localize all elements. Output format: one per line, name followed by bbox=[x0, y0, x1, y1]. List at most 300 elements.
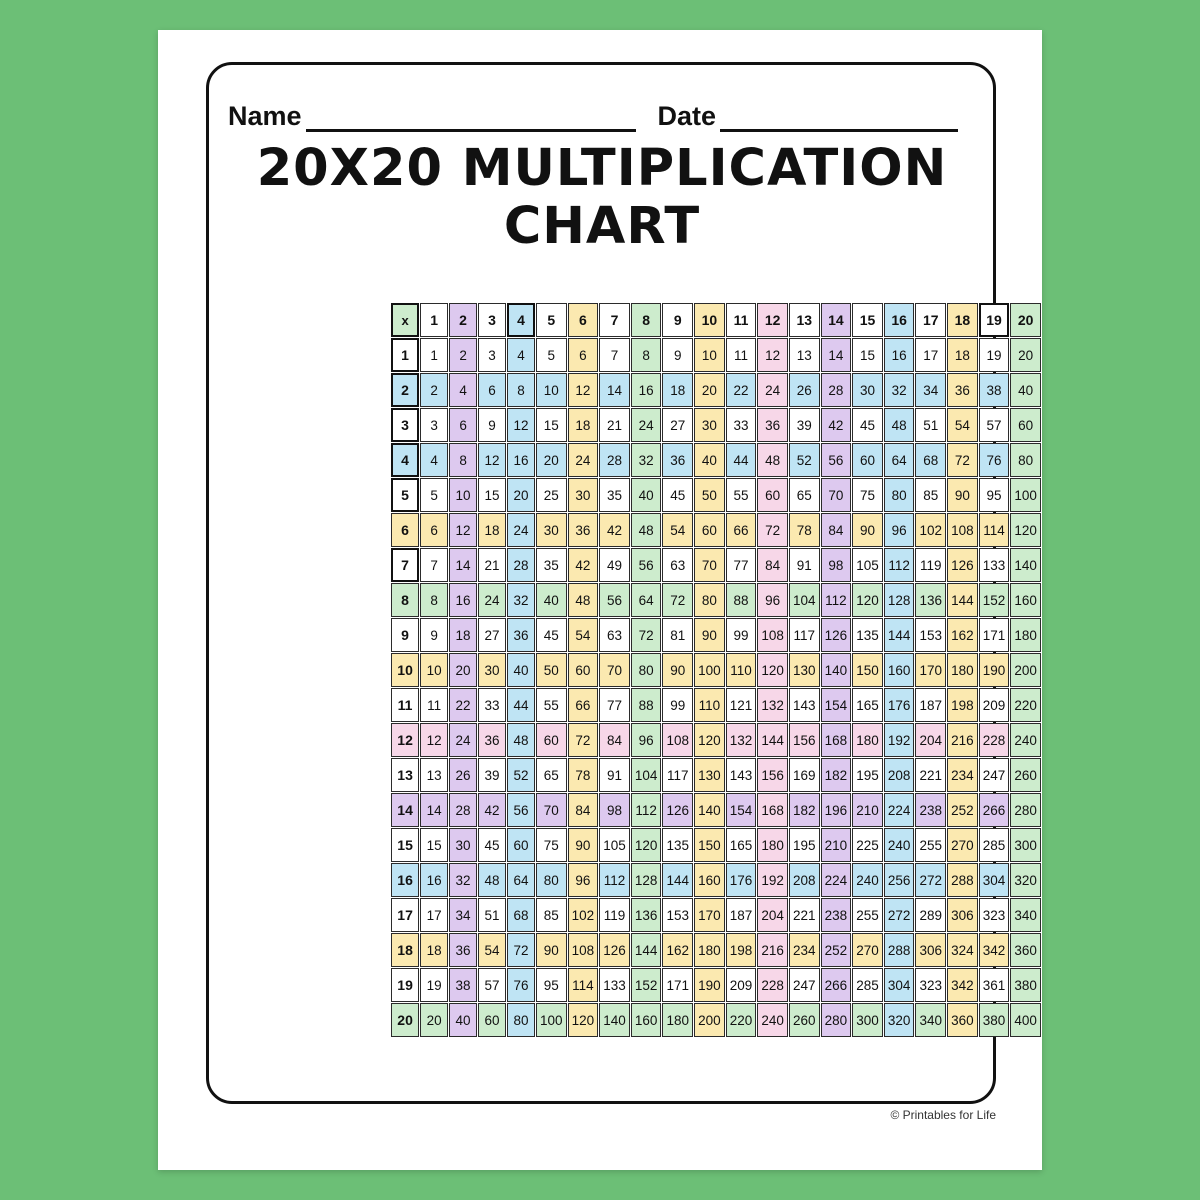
cell-5x14: 70 bbox=[821, 478, 852, 512]
multiplication-grid bbox=[390, 302, 1042, 1038]
cell-9x3: 27 bbox=[478, 618, 506, 652]
cell-7x12: 84 bbox=[757, 548, 788, 582]
cell-18x4: 72 bbox=[507, 933, 535, 967]
row-header-5: 5 bbox=[391, 478, 419, 512]
cell-20x14: 280 bbox=[821, 1003, 852, 1037]
cell-12x4: 48 bbox=[507, 723, 535, 757]
cell-12x19: 228 bbox=[979, 723, 1010, 757]
cell-8x16: 128 bbox=[884, 583, 915, 617]
cell-10x11: 110 bbox=[726, 653, 757, 687]
table-row bbox=[391, 688, 1041, 722]
row-header-11: 11 bbox=[391, 688, 419, 722]
cell-15x15: 225 bbox=[852, 828, 883, 862]
worksheet-page bbox=[158, 30, 1042, 1170]
cell-18x8: 144 bbox=[631, 933, 662, 967]
cell-11x1: 11 bbox=[420, 688, 448, 722]
cell-5x7: 35 bbox=[599, 478, 630, 512]
cell-19x15: 285 bbox=[852, 968, 883, 1002]
cell-8x9: 72 bbox=[662, 583, 693, 617]
cell-13x6: 78 bbox=[568, 758, 599, 792]
cell-2x17: 34 bbox=[915, 373, 946, 407]
column-header-13: 13 bbox=[789, 303, 820, 337]
cell-3x9: 27 bbox=[662, 408, 693, 442]
cell-15x7: 105 bbox=[599, 828, 630, 862]
cell-15x1: 15 bbox=[420, 828, 448, 862]
cell-15x11: 165 bbox=[726, 828, 757, 862]
cell-11x14: 154 bbox=[821, 688, 852, 722]
cell-1x16: 16 bbox=[884, 338, 915, 372]
cell-1x14: 14 bbox=[821, 338, 852, 372]
cell-20x16: 320 bbox=[884, 1003, 915, 1037]
cell-2x20: 40 bbox=[1010, 373, 1041, 407]
row-header-10: 10 bbox=[391, 653, 419, 687]
cell-16x18: 288 bbox=[947, 863, 978, 897]
cell-4x3: 12 bbox=[478, 443, 506, 477]
cell-5x17: 85 bbox=[915, 478, 946, 512]
cell-1x20: 20 bbox=[1010, 338, 1041, 372]
cell-6x19: 114 bbox=[979, 513, 1010, 547]
cell-17x3: 51 bbox=[478, 898, 506, 932]
cell-8x8: 64 bbox=[631, 583, 662, 617]
row-header-6: 6 bbox=[391, 513, 419, 547]
cell-7x20: 140 bbox=[1010, 548, 1041, 582]
cell-13x10: 130 bbox=[694, 758, 725, 792]
cell-17x11: 187 bbox=[726, 898, 757, 932]
cell-1x19: 19 bbox=[979, 338, 1010, 372]
cell-10x5: 50 bbox=[536, 653, 567, 687]
cell-8x19: 152 bbox=[979, 583, 1010, 617]
cell-11x3: 33 bbox=[478, 688, 506, 722]
cell-9x19: 171 bbox=[979, 618, 1010, 652]
cell-7x17: 119 bbox=[915, 548, 946, 582]
table-row bbox=[391, 548, 1041, 582]
cell-1x4: 4 bbox=[507, 338, 535, 372]
cell-12x7: 84 bbox=[599, 723, 630, 757]
cell-5x1: 5 bbox=[420, 478, 448, 512]
cell-1x2: 2 bbox=[449, 338, 477, 372]
cell-14x17: 238 bbox=[915, 793, 946, 827]
cell-17x18: 306 bbox=[947, 898, 978, 932]
cell-1x9: 9 bbox=[662, 338, 693, 372]
table-row bbox=[391, 478, 1041, 512]
cell-1x13: 13 bbox=[789, 338, 820, 372]
cell-2x14: 28 bbox=[821, 373, 852, 407]
cell-13x1: 13 bbox=[420, 758, 448, 792]
cell-5x11: 55 bbox=[726, 478, 757, 512]
cell-9x18: 162 bbox=[947, 618, 978, 652]
table-row bbox=[391, 968, 1041, 1002]
cell-6x17: 102 bbox=[915, 513, 946, 547]
cell-3x16: 48 bbox=[884, 408, 915, 442]
cell-8x15: 120 bbox=[852, 583, 883, 617]
cell-20x19: 380 bbox=[979, 1003, 1010, 1037]
cell-6x3: 18 bbox=[478, 513, 506, 547]
cell-11x18: 198 bbox=[947, 688, 978, 722]
cell-14x15: 210 bbox=[852, 793, 883, 827]
row-header-20: 20 bbox=[391, 1003, 419, 1037]
cell-13x15: 195 bbox=[852, 758, 883, 792]
cell-10x7: 70 bbox=[599, 653, 630, 687]
cell-17x16: 272 bbox=[884, 898, 915, 932]
cell-13x16: 208 bbox=[884, 758, 915, 792]
cell-15x13: 195 bbox=[789, 828, 820, 862]
cell-3x4: 12 bbox=[507, 408, 535, 442]
date-input-line[interactable] bbox=[720, 103, 958, 132]
cell-14x14: 196 bbox=[821, 793, 852, 827]
cell-4x2: 8 bbox=[449, 443, 477, 477]
column-header-4: 4 bbox=[507, 303, 535, 337]
cell-1x8: 8 bbox=[631, 338, 662, 372]
cell-16x3: 48 bbox=[478, 863, 506, 897]
cell-12x9: 108 bbox=[662, 723, 693, 757]
cell-19x2: 38 bbox=[449, 968, 477, 1002]
cell-4x16: 64 bbox=[884, 443, 915, 477]
cell-4x13: 52 bbox=[789, 443, 820, 477]
table-row bbox=[391, 443, 1041, 477]
cell-10x6: 60 bbox=[568, 653, 599, 687]
cell-20x11: 220 bbox=[726, 1003, 757, 1037]
cell-17x20: 340 bbox=[1010, 898, 1041, 932]
row-header-19: 19 bbox=[391, 968, 419, 1002]
cell-12x10: 120 bbox=[694, 723, 725, 757]
cell-1x6: 6 bbox=[568, 338, 599, 372]
cell-12x12: 144 bbox=[757, 723, 788, 757]
cell-6x10: 60 bbox=[694, 513, 725, 547]
cell-4x4: 16 bbox=[507, 443, 535, 477]
column-header-2: 2 bbox=[449, 303, 477, 337]
cell-6x6: 36 bbox=[568, 513, 599, 547]
cell-16x2: 32 bbox=[449, 863, 477, 897]
cell-20x17: 340 bbox=[915, 1003, 946, 1037]
cell-2x9: 18 bbox=[662, 373, 693, 407]
cell-5x16: 80 bbox=[884, 478, 915, 512]
cell-10x18: 180 bbox=[947, 653, 978, 687]
cell-3x5: 15 bbox=[536, 408, 567, 442]
cell-4x7: 28 bbox=[599, 443, 630, 477]
cell-2x19: 38 bbox=[979, 373, 1010, 407]
cell-2x16: 32 bbox=[884, 373, 915, 407]
cell-4x14: 56 bbox=[821, 443, 852, 477]
cell-10x8: 80 bbox=[631, 653, 662, 687]
cell-14x5: 70 bbox=[536, 793, 567, 827]
cell-6x9: 54 bbox=[662, 513, 693, 547]
cell-3x15: 45 bbox=[852, 408, 883, 442]
cell-5x19: 95 bbox=[979, 478, 1010, 512]
name-label: Name bbox=[228, 101, 302, 131]
column-header-18: 18 bbox=[947, 303, 978, 337]
cell-5x3: 15 bbox=[478, 478, 506, 512]
cell-10x4: 40 bbox=[507, 653, 535, 687]
cell-2x1: 2 bbox=[420, 373, 448, 407]
cell-19x8: 152 bbox=[631, 968, 662, 1002]
cell-19x3: 57 bbox=[478, 968, 506, 1002]
cell-9x12: 108 bbox=[757, 618, 788, 652]
cell-15x5: 75 bbox=[536, 828, 567, 862]
cell-12x16: 192 bbox=[884, 723, 915, 757]
cell-6x5: 30 bbox=[536, 513, 567, 547]
cell-9x8: 72 bbox=[631, 618, 662, 652]
cell-9x6: 54 bbox=[568, 618, 599, 652]
cell-15x10: 150 bbox=[694, 828, 725, 862]
cell-12x2: 24 bbox=[449, 723, 477, 757]
cell-11x8: 88 bbox=[631, 688, 662, 722]
cell-4x15: 60 bbox=[852, 443, 883, 477]
cell-14x2: 28 bbox=[449, 793, 477, 827]
cell-10x20: 200 bbox=[1010, 653, 1041, 687]
cell-16x5: 80 bbox=[536, 863, 567, 897]
cell-18x5: 90 bbox=[536, 933, 567, 967]
cell-20x12: 240 bbox=[757, 1003, 788, 1037]
cell-18x16: 288 bbox=[884, 933, 915, 967]
cell-8x1: 8 bbox=[420, 583, 448, 617]
cell-18x20: 360 bbox=[1010, 933, 1041, 967]
cell-5x12: 60 bbox=[757, 478, 788, 512]
cell-20x10: 200 bbox=[694, 1003, 725, 1037]
cell-15x8: 120 bbox=[631, 828, 662, 862]
cell-9x10: 90 bbox=[694, 618, 725, 652]
cell-2x6: 12 bbox=[568, 373, 599, 407]
cell-13x14: 182 bbox=[821, 758, 852, 792]
cell-19x9: 171 bbox=[662, 968, 693, 1002]
multiplication-table bbox=[390, 302, 1042, 1038]
cell-5x13: 65 bbox=[789, 478, 820, 512]
cell-20x9: 180 bbox=[662, 1003, 693, 1037]
cell-19x10: 190 bbox=[694, 968, 725, 1002]
cell-20x3: 60 bbox=[478, 1003, 506, 1037]
cell-10x13: 130 bbox=[789, 653, 820, 687]
corner-cell: x bbox=[391, 303, 419, 337]
cell-18x6: 108 bbox=[568, 933, 599, 967]
cell-17x4: 68 bbox=[507, 898, 535, 932]
cell-13x11: 143 bbox=[726, 758, 757, 792]
cell-9x2: 18 bbox=[449, 618, 477, 652]
cell-3x20: 60 bbox=[1010, 408, 1041, 442]
row-header-9: 9 bbox=[391, 618, 419, 652]
cell-9x7: 63 bbox=[599, 618, 630, 652]
cell-2x5: 10 bbox=[536, 373, 567, 407]
credit-text: © Printables for Life bbox=[890, 1108, 996, 1122]
cell-17x10: 170 bbox=[694, 898, 725, 932]
cell-6x11: 66 bbox=[726, 513, 757, 547]
cell-9x14: 126 bbox=[821, 618, 852, 652]
cell-18x19: 342 bbox=[979, 933, 1010, 967]
row-header-14: 14 bbox=[391, 793, 419, 827]
cell-16x1: 16 bbox=[420, 863, 448, 897]
cell-20x4: 80 bbox=[507, 1003, 535, 1037]
cell-16x8: 128 bbox=[631, 863, 662, 897]
cell-4x12: 48 bbox=[757, 443, 788, 477]
cell-8x12: 96 bbox=[757, 583, 788, 617]
cell-3x10: 30 bbox=[694, 408, 725, 442]
cell-18x15: 270 bbox=[852, 933, 883, 967]
cell-12x6: 72 bbox=[568, 723, 599, 757]
cell-6x7: 42 bbox=[599, 513, 630, 547]
cell-18x3: 54 bbox=[478, 933, 506, 967]
column-header-3: 3 bbox=[478, 303, 506, 337]
cell-16x19: 304 bbox=[979, 863, 1010, 897]
cell-5x4: 20 bbox=[507, 478, 535, 512]
cell-1x5: 5 bbox=[536, 338, 567, 372]
cell-17x15: 255 bbox=[852, 898, 883, 932]
cell-7x7: 49 bbox=[599, 548, 630, 582]
cell-2x15: 30 bbox=[852, 373, 883, 407]
cell-10x19: 190 bbox=[979, 653, 1010, 687]
column-header-6: 6 bbox=[568, 303, 599, 337]
column-header-19: 19 bbox=[979, 303, 1010, 337]
cell-1x18: 18 bbox=[947, 338, 978, 372]
cell-4x9: 36 bbox=[662, 443, 693, 477]
cell-5x18: 90 bbox=[947, 478, 978, 512]
cell-19x12: 228 bbox=[757, 968, 788, 1002]
cell-19x5: 95 bbox=[536, 968, 567, 1002]
row-header-13: 13 bbox=[391, 758, 419, 792]
cell-16x7: 112 bbox=[599, 863, 630, 897]
cell-15x18: 270 bbox=[947, 828, 978, 862]
table-row bbox=[391, 618, 1041, 652]
row-header-2: 2 bbox=[391, 373, 419, 407]
table-row bbox=[391, 513, 1041, 547]
cell-13x8: 104 bbox=[631, 758, 662, 792]
cell-9x17: 153 bbox=[915, 618, 946, 652]
cell-3x2: 6 bbox=[449, 408, 477, 442]
cell-11x2: 22 bbox=[449, 688, 477, 722]
column-header-5: 5 bbox=[536, 303, 567, 337]
cell-15x3: 45 bbox=[478, 828, 506, 862]
table-row bbox=[391, 793, 1041, 827]
cell-4x20: 80 bbox=[1010, 443, 1041, 477]
cell-3x3: 9 bbox=[478, 408, 506, 442]
cell-4x18: 72 bbox=[947, 443, 978, 477]
cell-14x20: 280 bbox=[1010, 793, 1041, 827]
cell-11x13: 143 bbox=[789, 688, 820, 722]
cell-6x18: 108 bbox=[947, 513, 978, 547]
cell-19x11: 209 bbox=[726, 968, 757, 1002]
cell-17x6: 102 bbox=[568, 898, 599, 932]
cell-1x17: 17 bbox=[915, 338, 946, 372]
cell-9x4: 36 bbox=[507, 618, 535, 652]
cell-10x16: 160 bbox=[884, 653, 915, 687]
table-row bbox=[391, 408, 1041, 442]
cell-18x17: 306 bbox=[915, 933, 946, 967]
cell-20x2: 40 bbox=[449, 1003, 477, 1037]
cell-8x18: 144 bbox=[947, 583, 978, 617]
cell-13x17: 221 bbox=[915, 758, 946, 792]
cell-12x15: 180 bbox=[852, 723, 883, 757]
cell-20x7: 140 bbox=[599, 1003, 630, 1037]
column-header-17: 17 bbox=[915, 303, 946, 337]
cell-16x16: 256 bbox=[884, 863, 915, 897]
cell-14x16: 224 bbox=[884, 793, 915, 827]
cell-18x9: 162 bbox=[662, 933, 693, 967]
cell-1x15: 15 bbox=[852, 338, 883, 372]
cell-14x7: 98 bbox=[599, 793, 630, 827]
cell-16x20: 320 bbox=[1010, 863, 1041, 897]
cell-10x15: 150 bbox=[852, 653, 883, 687]
cell-20x6: 120 bbox=[568, 1003, 599, 1037]
table-row bbox=[391, 933, 1041, 967]
cell-15x16: 240 bbox=[884, 828, 915, 862]
table-row bbox=[391, 898, 1041, 932]
cell-18x2: 36 bbox=[449, 933, 477, 967]
cell-5x8: 40 bbox=[631, 478, 662, 512]
cell-13x5: 65 bbox=[536, 758, 567, 792]
cell-19x13: 247 bbox=[789, 968, 820, 1002]
cell-3x8: 24 bbox=[631, 408, 662, 442]
cell-7x15: 105 bbox=[852, 548, 883, 582]
cell-19x16: 304 bbox=[884, 968, 915, 1002]
cell-10x12: 120 bbox=[757, 653, 788, 687]
cell-10x2: 20 bbox=[449, 653, 477, 687]
table-row bbox=[391, 828, 1041, 862]
cell-8x6: 48 bbox=[568, 583, 599, 617]
cell-2x7: 14 bbox=[599, 373, 630, 407]
cell-7x1: 7 bbox=[420, 548, 448, 582]
cell-18x12: 216 bbox=[757, 933, 788, 967]
name-input-line[interactable] bbox=[306, 103, 636, 132]
cell-3x14: 42 bbox=[821, 408, 852, 442]
page-title: 20X20 MULTIPLICATION CHART bbox=[256, 139, 948, 257]
cell-10x14: 140 bbox=[821, 653, 852, 687]
cell-2x3: 6 bbox=[478, 373, 506, 407]
column-header-16: 16 bbox=[884, 303, 915, 337]
column-header-7: 7 bbox=[599, 303, 630, 337]
cell-12x5: 60 bbox=[536, 723, 567, 757]
cell-12x14: 168 bbox=[821, 723, 852, 757]
table-row bbox=[391, 338, 1041, 372]
cell-19x20: 380 bbox=[1010, 968, 1041, 1002]
column-header-12: 12 bbox=[757, 303, 788, 337]
cell-16x9: 144 bbox=[662, 863, 693, 897]
cell-3x7: 21 bbox=[599, 408, 630, 442]
cell-8x3: 24 bbox=[478, 583, 506, 617]
cell-14x10: 140 bbox=[694, 793, 725, 827]
cell-16x4: 64 bbox=[507, 863, 535, 897]
cell-14x8: 112 bbox=[631, 793, 662, 827]
cell-11x17: 187 bbox=[915, 688, 946, 722]
cell-6x8: 48 bbox=[631, 513, 662, 547]
cell-8x13: 104 bbox=[789, 583, 820, 617]
cell-6x16: 96 bbox=[884, 513, 915, 547]
cell-13x19: 247 bbox=[979, 758, 1010, 792]
cell-6x13: 78 bbox=[789, 513, 820, 547]
cell-3x19: 57 bbox=[979, 408, 1010, 442]
cell-18x1: 18 bbox=[420, 933, 448, 967]
cell-4x5: 20 bbox=[536, 443, 567, 477]
cell-14x18: 252 bbox=[947, 793, 978, 827]
cell-9x16: 144 bbox=[884, 618, 915, 652]
cell-13x18: 234 bbox=[947, 758, 978, 792]
cell-6x15: 90 bbox=[852, 513, 883, 547]
cell-20x5: 100 bbox=[536, 1003, 567, 1037]
table-row bbox=[391, 1003, 1041, 1037]
cell-14x12: 168 bbox=[757, 793, 788, 827]
cell-12x8: 96 bbox=[631, 723, 662, 757]
cell-17x13: 221 bbox=[789, 898, 820, 932]
cell-14x11: 154 bbox=[726, 793, 757, 827]
cell-6x4: 24 bbox=[507, 513, 535, 547]
cell-6x20: 120 bbox=[1010, 513, 1041, 547]
cell-14x4: 56 bbox=[507, 793, 535, 827]
cell-17x9: 153 bbox=[662, 898, 693, 932]
table-row bbox=[391, 653, 1041, 687]
row-header-4: 4 bbox=[391, 443, 419, 477]
cell-10x17: 170 bbox=[915, 653, 946, 687]
date-label: Date bbox=[657, 101, 717, 131]
cell-2x11: 22 bbox=[726, 373, 757, 407]
cell-12x3: 36 bbox=[478, 723, 506, 757]
cell-9x11: 99 bbox=[726, 618, 757, 652]
cell-14x6: 84 bbox=[568, 793, 599, 827]
